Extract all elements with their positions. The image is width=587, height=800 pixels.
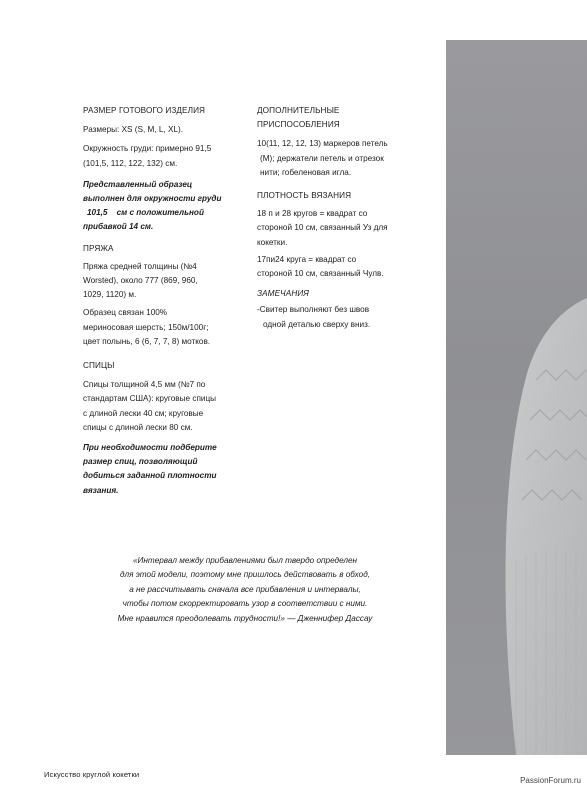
chest-text-1: Окружность груди: примерно 91,5 [83,144,212,154]
needles-line: спицы с длиной лески 80 см. [83,422,193,432]
sample-note-line: Представленный образец [83,179,193,189]
needles-line: Спицы толщиной 4,5 мм (№7 по [83,380,206,390]
gauge-text-1 [257,207,437,250]
quote-line: для этой модели, поэтому мне пришлось действовать в обход, [119,570,371,580]
notes-line: одной деталью сверху вниз. [263,319,371,329]
needles-heading: СПИЦЫ [83,361,115,371]
needles-note [83,441,243,498]
gauge-line: 18 п и 28 кругов = квадрат со [257,209,368,219]
extras-heading-1: ДОПОЛНИТЕЛЬНЫЕ [257,106,340,115]
sample-note-line: прибавкой 14 см. [83,222,154,232]
watermark: PassionForum.ru [520,776,581,785]
needles-line: стандартам США): круговые спицы [83,394,217,404]
gauge-line: кокетки. [257,237,288,247]
chest-text-2: (101,5, 112, 122, 132) см. [83,158,178,168]
extras-heading-2: ПРИСПОСОБЛЕНИЯ [257,120,340,130]
yarn-heading: ПРЯЖА [83,243,114,253]
notes-heading: ЗАМЕЧАНИЯ [257,289,309,299]
sample-yarn-text [83,306,243,349]
gauge-line: стороной 10 см, связанный Уз для [257,223,388,233]
needles-text [83,378,243,435]
gauge-heading: ПЛОТНОСТЬ ВЯЗАНИЯ [257,191,352,201]
quote-line: а не рассчитывать сначала все прибавления и интервалы, [129,584,361,594]
gauge-line: 17пи24 круга = квадрат со [257,254,357,264]
left-column [83,104,243,498]
extras-line: нити; гобеленовая игла. [260,167,352,177]
yarn-line: Пряжа средней толщины (№4 [83,261,197,271]
needles-note-line: добиться заданной плотности [83,471,217,481]
yarn-line: 1029, 1120) м. [83,290,137,300]
yarn-line: Worsted), около 777 (869, 960, [83,276,198,286]
sample-note-line: выполнен для окружности груди [83,194,222,204]
sample-note [83,178,243,235]
extras-text [257,137,437,180]
gauge-text-2 [257,253,437,281]
footer-book-title: Искусство круглой кокетки [44,770,140,779]
gauge-line: стороной 10 см, связанный Чулв. [257,269,384,279]
right-column [257,104,437,332]
sweater-illustration [446,40,587,755]
notes-text [257,303,437,331]
needles-note-line: При необходимости подберите [83,443,217,453]
needles-note-line: размер спиц, позволяющий [83,457,198,467]
yarn-text [83,260,243,303]
sample-note-line: 101,5 см с положительной [87,208,204,218]
extras-line: 10(11, 12, 12, 13) маркеров петель [257,139,388,149]
quote-line: «Интервал между прибавлениями был твердо определен [132,556,358,565]
extras-line: (М); держатели петель и отрезок [260,153,384,163]
sweater-photo [446,40,587,755]
notes-line: -Свитер выполняют без швов [257,305,370,315]
sample-yarn-line: мериносовая шерсть; 150м/100г; [83,322,209,332]
pull-quote [60,554,430,626]
quote-line: чтобы потом скорректировать узор в соответствии с ними. [122,599,368,609]
sample-yarn-line: Образец связан 100% [83,308,168,318]
needles-line: с длиной лески 40 см; круговые [83,408,204,418]
needles-note-line: вязания. [83,485,119,495]
quote-line: Мне нравится преодолевать трудности!» — Дженнифер Дассау [117,613,373,623]
sizes-text: Размеры: XS (S, M, L, XL). [83,125,183,135]
sample-yarn-line: цвет полынь, 6 (6, 7, 7, 8) мотков. [83,336,211,346]
size-heading: РАЗМЕР ГОТОВОГО ИЗДЕЛИЯ [83,106,206,115]
